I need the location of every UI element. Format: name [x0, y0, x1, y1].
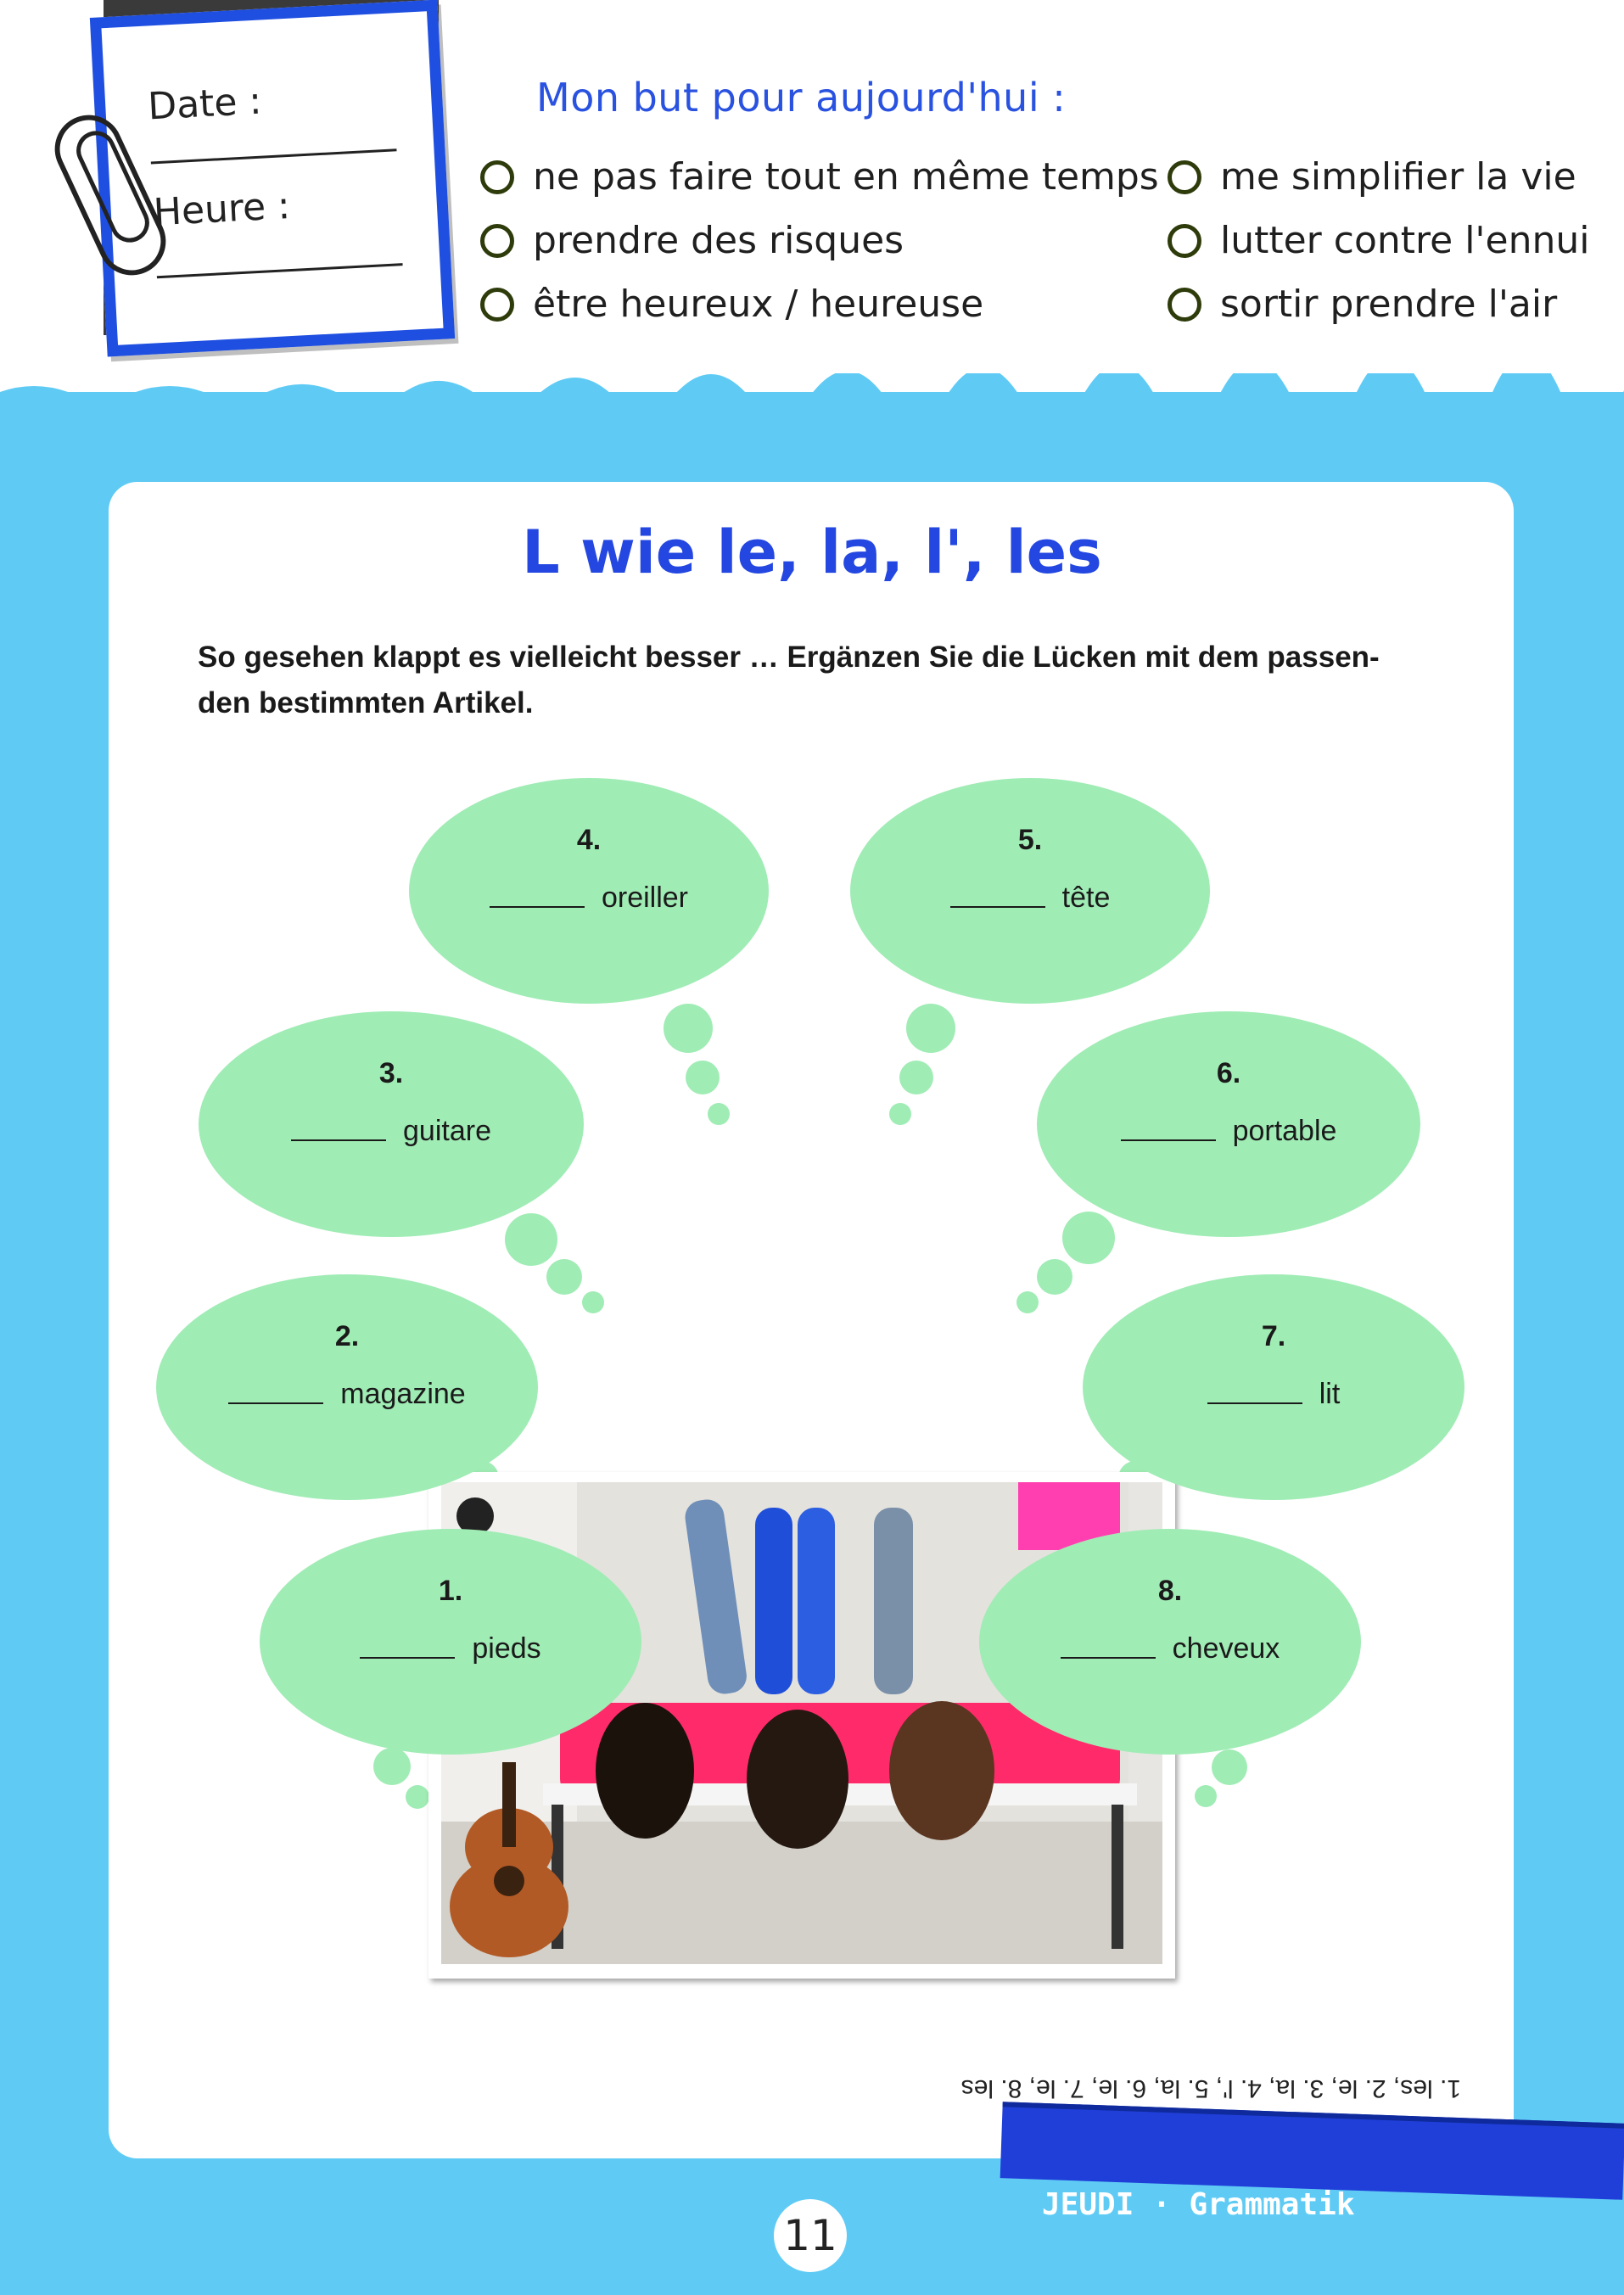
radio-circle-icon[interactable] [1168, 160, 1201, 194]
goal-label: prendre des risques [533, 219, 904, 262]
blank-line[interactable] [950, 906, 1045, 908]
radio-circle-icon[interactable] [480, 288, 514, 322]
item-number: 5. [1017, 824, 1043, 856]
blank-line[interactable] [360, 1657, 455, 1659]
goal-option-2[interactable] [480, 219, 904, 262]
bubble-dot [406, 1785, 429, 1809]
footer-separator: · [1152, 2187, 1171, 2222]
item-word: pieds [472, 1632, 541, 1665]
exercise-instructions: So gesehen klappt es vielleicht besser … Ergänzen Sie die Lücken mit dem passen-den bestimmten Artikel. [198, 641, 1380, 719]
footer-section: Grammatik [1189, 2187, 1355, 2222]
radio-circle-icon[interactable] [1168, 288, 1201, 322]
item-number: 3. [378, 1057, 404, 1089]
blank-line[interactable] [1121, 1139, 1216, 1141]
radio-circle-icon[interactable] [1168, 224, 1201, 258]
bubble-dot [1212, 1749, 1247, 1785]
item-word: lit [1319, 1378, 1341, 1410]
bubble-item-4 [409, 778, 769, 1004]
time-line [157, 263, 403, 278]
page-number: 11 [774, 2199, 847, 2272]
footer-label [1042, 2187, 1355, 2222]
bubble-item-1 [260, 1529, 641, 1755]
item-number: 1. [438, 1575, 463, 1607]
bubble-dot [899, 1061, 933, 1094]
goal-option-6[interactable] [1168, 283, 1557, 326]
bubble-item-7 [1083, 1274, 1464, 1500]
goal-label: me simplifier la vie [1220, 155, 1576, 199]
item-row [979, 1632, 1361, 1665]
goals-title: Mon but pour aujourd'hui : [536, 75, 1067, 120]
date-time-card [90, 0, 455, 356]
item-row [156, 1378, 538, 1411]
item-word: portable [1232, 1115, 1337, 1147]
bubble-item-3 [199, 1011, 584, 1237]
bubble-item-2 [156, 1274, 538, 1500]
item-number: 7. [1261, 1320, 1286, 1352]
item-row [1037, 1115, 1420, 1148]
radio-circle-icon[interactable] [480, 224, 514, 258]
bubble-item-8 [979, 1529, 1361, 1755]
item-row [409, 882, 769, 915]
blank-line[interactable] [228, 1402, 323, 1404]
goal-label: sortir prendre l'air [1220, 283, 1558, 326]
goal-label: être heureux / heureuse [533, 283, 984, 326]
item-word: cheveux [1172, 1632, 1280, 1665]
item-word: guitare [403, 1115, 491, 1147]
bubble-dot [1037, 1259, 1072, 1295]
bubble-item-5 [850, 778, 1210, 1004]
bubble-dot [505, 1213, 557, 1266]
exercise-title: L wie le, la, l', les [522, 518, 1102, 587]
goal-label: lutter contre l'ennui [1220, 219, 1590, 262]
blank-line[interactable] [1207, 1402, 1302, 1404]
answer-key-upside-down: 1. les, 2. le, 3. la, 4. l', 5. la, 6. le, 7. le, 8. les [960, 2074, 1461, 2102]
date-line [151, 148, 397, 164]
footer-day: JEUDI [1042, 2187, 1134, 2222]
bubble-dot [889, 1103, 911, 1125]
bubble-dot [686, 1061, 720, 1094]
header-area [0, 0, 1624, 399]
item-row [850, 882, 1210, 915]
radio-circle-icon[interactable] [480, 160, 514, 194]
goal-option-5[interactable] [1168, 219, 1589, 262]
goal-option-1[interactable] [480, 155, 1159, 199]
goal-label: ne pas faire tout en même temps [533, 155, 1159, 199]
bubble-dot [708, 1103, 730, 1125]
bubble-item-6 [1037, 1011, 1420, 1237]
wave-edge [0, 373, 1624, 416]
bubble-dot [1016, 1291, 1039, 1313]
item-number: 6. [1216, 1057, 1241, 1089]
bubble-dot [1195, 1785, 1217, 1807]
bubble-dot [664, 1004, 713, 1053]
item-number: 4. [576, 824, 602, 856]
bubble-dot [546, 1259, 582, 1295]
item-word: oreiller [601, 882, 689, 914]
item-number: 8. [1157, 1575, 1183, 1607]
bubble-dot [373, 1748, 411, 1785]
item-row [1083, 1378, 1464, 1411]
item-word: magazine [340, 1378, 466, 1410]
item-number: 2. [334, 1320, 360, 1352]
bubble-dot [582, 1291, 604, 1313]
item-word: tête [1061, 882, 1111, 914]
goal-option-4[interactable] [1168, 155, 1576, 199]
blank-line[interactable] [1061, 1657, 1156, 1659]
time-label: Heure : [152, 183, 292, 235]
date-label: Date : [147, 79, 263, 129]
goal-option-3[interactable] [480, 283, 983, 326]
item-row [260, 1632, 641, 1665]
blank-line[interactable] [291, 1139, 386, 1141]
bubble-dot [906, 1004, 955, 1053]
blank-line[interactable] [490, 906, 585, 908]
bubble-dot [1062, 1212, 1115, 1264]
item-row [199, 1115, 584, 1148]
